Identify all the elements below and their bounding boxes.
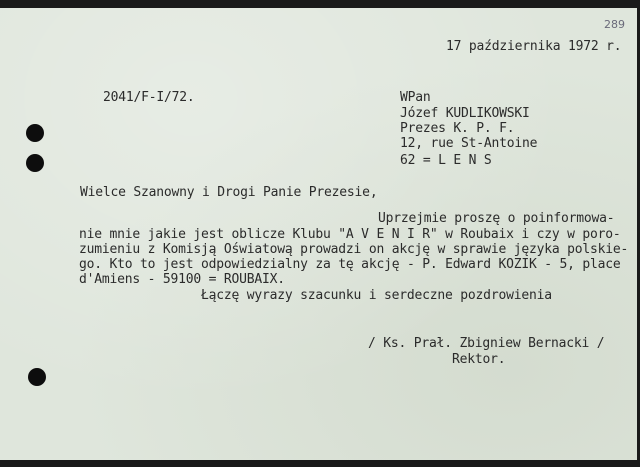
body-line: go. Kto to jest odpowiedzialny za tę akcję - P. Edward KOZIK - 5, place [79,257,621,272]
letter-date: 17 października 1972 r. [446,39,622,54]
recipient-line: Prezes K. P. F. [400,121,515,136]
salutation: Wielce Szanowny i Drogi Panie Prezesie, [80,185,378,200]
recipient-city: 62 = L E N S [400,153,492,168]
signature-name: / Ks. Prał. Zbigniew Bernacki / [368,336,605,351]
reference-number: 2041/F-I/72. [103,90,195,105]
letter-page [0,8,637,460]
punch-hole [26,124,44,142]
body-line: zumieniu z Komisją Oświatową prowadzi on akcję w sprawie języka polskie- [79,242,629,257]
signature-title: Rektor. [452,352,506,367]
recipient-address: 12, rue St-Antoine [400,136,538,151]
recipient-name: Józef KUDLIKOWSKI [400,106,530,121]
closing: Łączę wyrazy szacunku i serdeczne pozdrowienia [201,288,552,303]
body-line: nie mnie jakie jest oblicze Klubu "A V E N I R" w Roubaix i czy w poro- [79,227,621,242]
body-line: Uprzejmie proszę o poinformowa- [378,211,615,226]
punch-hole [26,154,44,172]
page-number: 289 [604,18,625,31]
body-line: d'Amiens - 59100 = ROUBAIX. [79,272,285,287]
recipient-line: WPan [400,90,431,105]
punch-hole [28,368,46,386]
